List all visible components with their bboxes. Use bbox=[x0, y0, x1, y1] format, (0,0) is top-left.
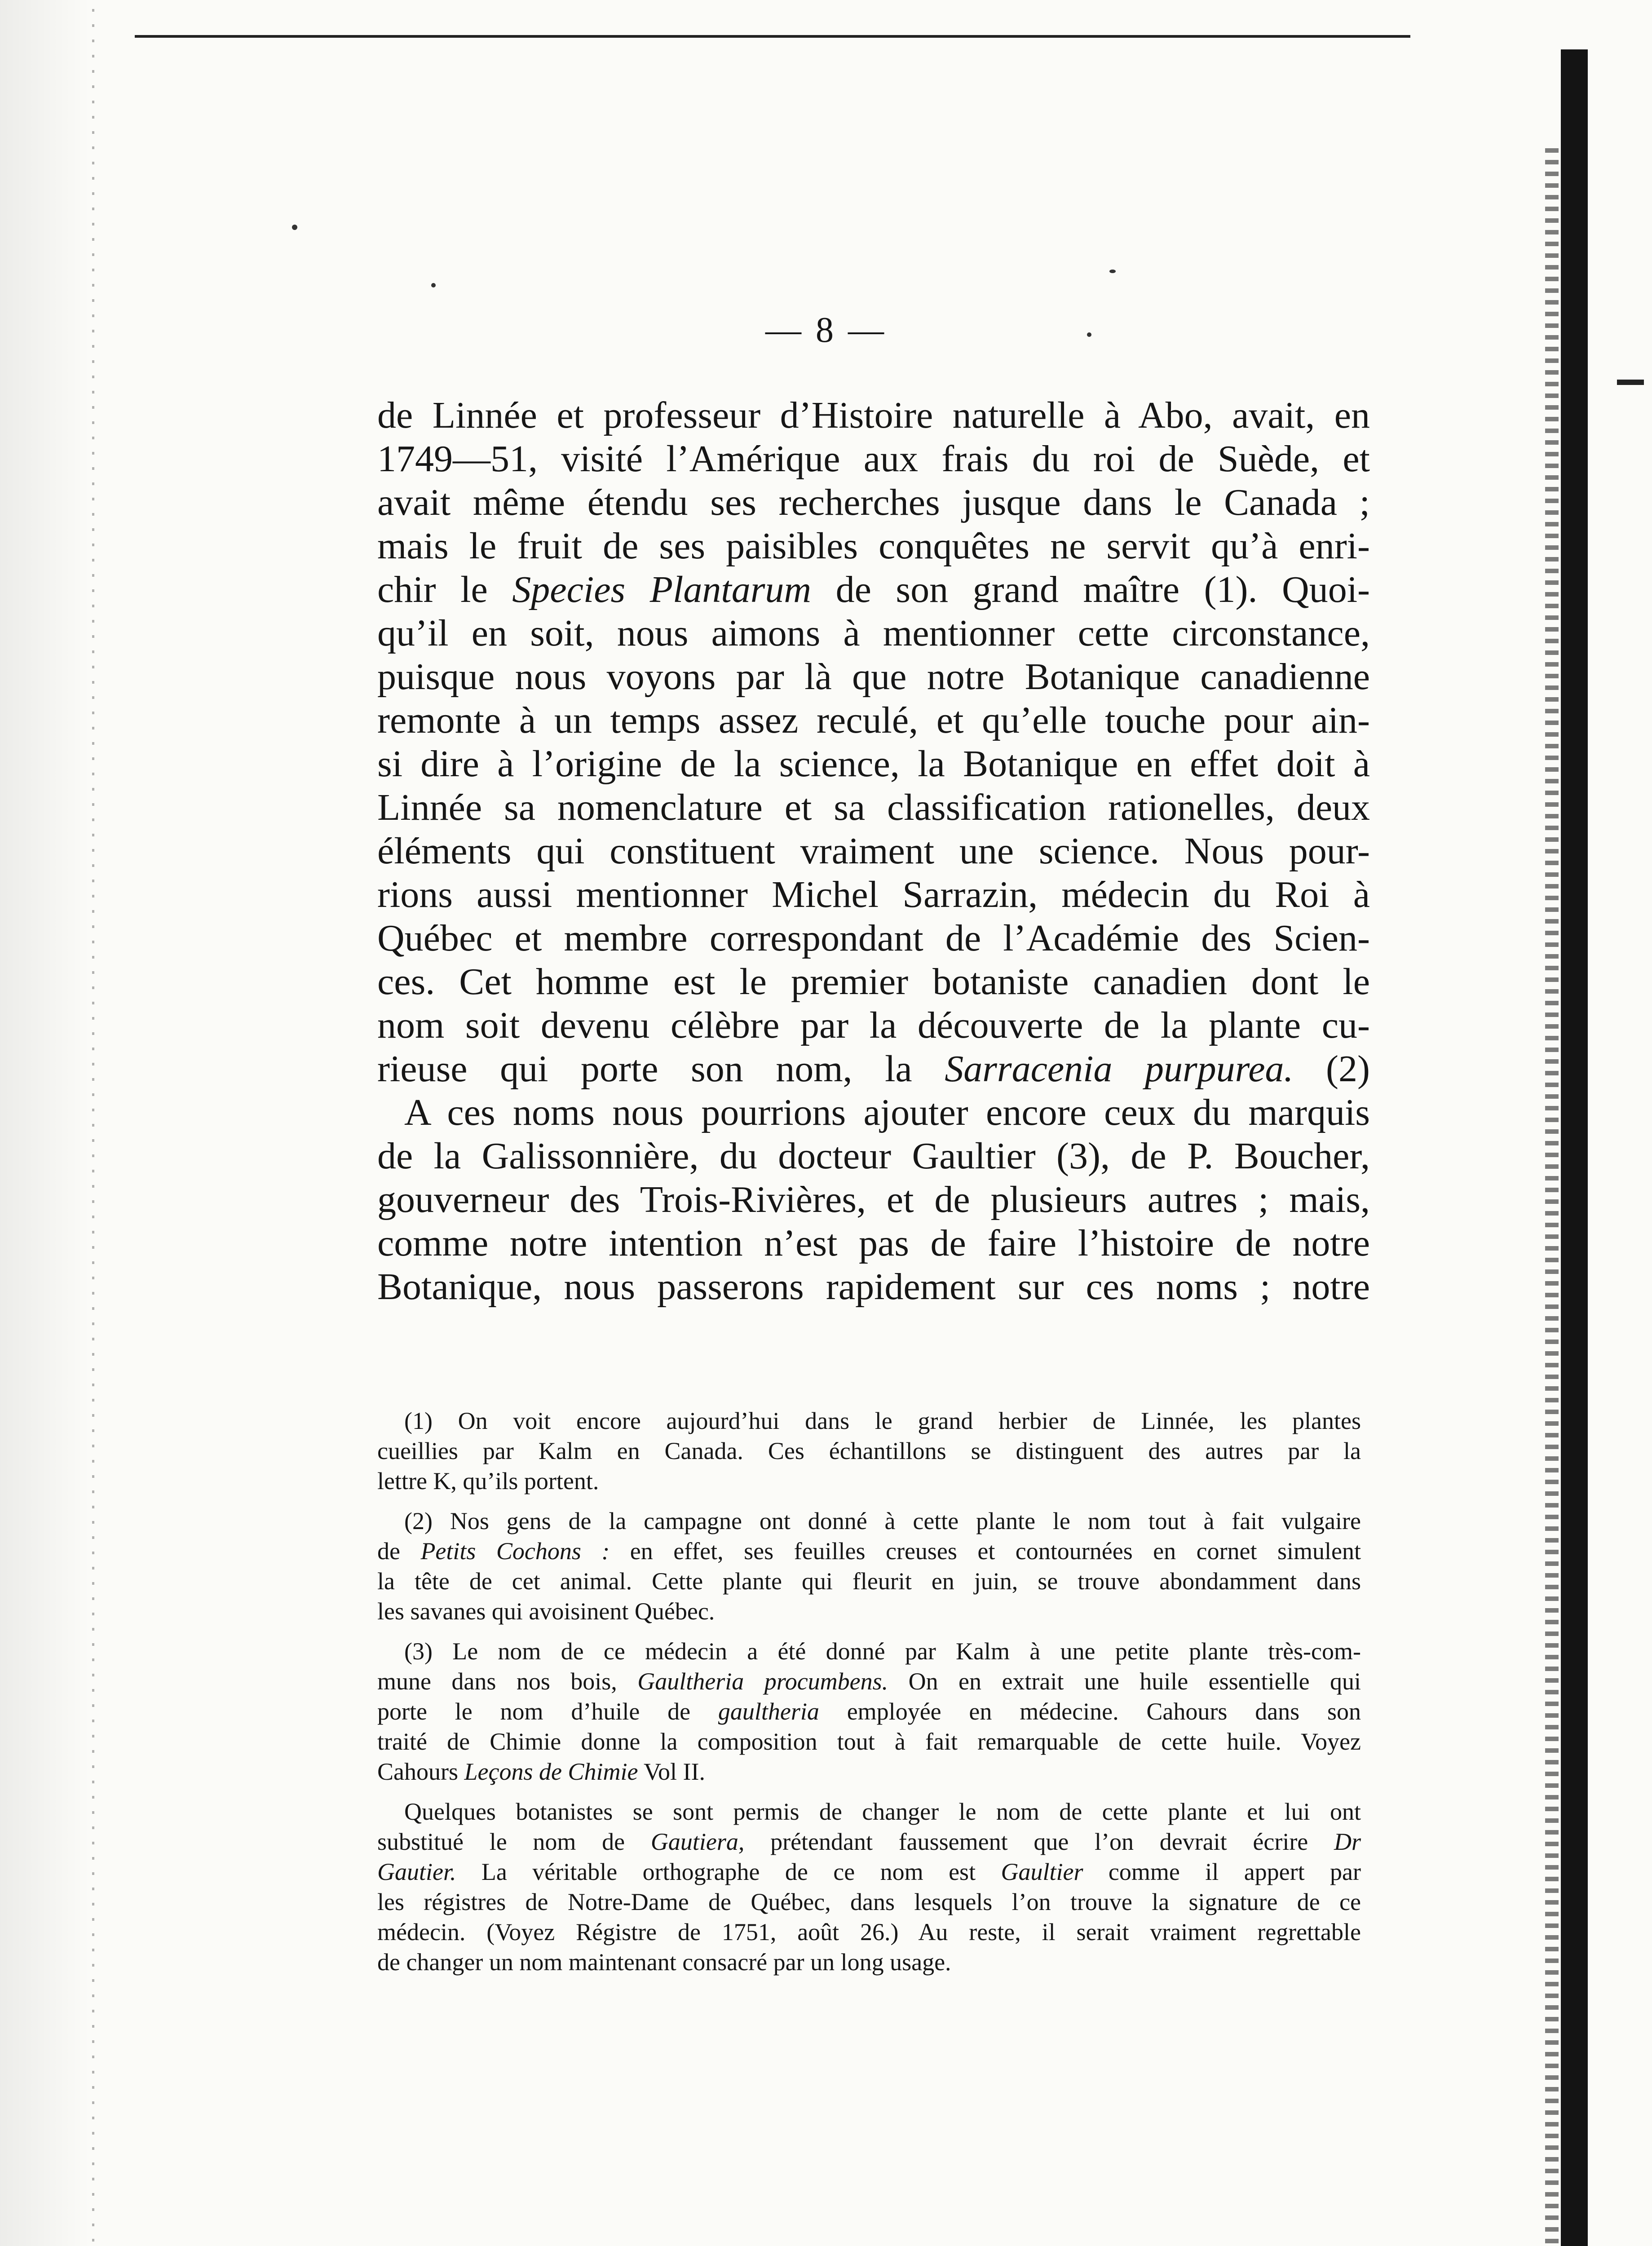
body-line bbox=[377, 699, 1370, 742]
body-text bbox=[377, 393, 1370, 1309]
italic-text: Dr bbox=[1334, 1828, 1361, 1855]
footnote-line bbox=[377, 1436, 1361, 1466]
text-run: On en extrait une huile essentielle qui bbox=[888, 1668, 1361, 1695]
body-line bbox=[377, 1047, 1370, 1091]
text-run: de changer un nom maintenant consacré par un long usage. bbox=[377, 1949, 951, 1976]
body-line bbox=[377, 1004, 1370, 1047]
text-run: Vol II. bbox=[638, 1758, 705, 1785]
ink-speck bbox=[292, 225, 297, 230]
text-run: qu’il en soit, nous aimons à mentionner cette circonstance, bbox=[377, 612, 1370, 654]
body-line bbox=[377, 1221, 1370, 1265]
body-line bbox=[377, 960, 1370, 1004]
text-run: Cahours bbox=[377, 1758, 464, 1785]
footnote-line bbox=[377, 1406, 1361, 1436]
footnote-line bbox=[377, 1917, 1361, 1947]
italic-text: Gaultheria procumbens. bbox=[637, 1668, 888, 1695]
page-edge-tick bbox=[1617, 380, 1644, 385]
ink-speck bbox=[431, 283, 436, 287]
text-run: Linnée sa nomenclature et sa classification rationelles, deux bbox=[377, 787, 1370, 828]
text-run: employée en médecine. Cahours dans son bbox=[819, 1698, 1361, 1725]
text-run: ces. Cet homme est le premier botaniste canadien dont le bbox=[377, 961, 1370, 1003]
text-run: chir le bbox=[377, 569, 512, 610]
text-run: mune dans nos bois, bbox=[377, 1668, 638, 1695]
top-rule bbox=[135, 35, 1410, 38]
body-line bbox=[377, 524, 1370, 568]
text-run: (1) On voit encore aujourd’hui dans le grand herbier de Linnée, les plantes bbox=[404, 1407, 1361, 1434]
text-run: substitué le nom de bbox=[377, 1828, 651, 1855]
italic-text: Petits Cochons : bbox=[420, 1538, 610, 1565]
text-run: la tête de cet animal. Cette plante qui fleurit en juin, se trouve abondamment dans bbox=[377, 1568, 1361, 1595]
footnote bbox=[377, 1636, 1361, 1787]
footnote-line bbox=[377, 1857, 1361, 1887]
text-run: avait même étendu ses recherches jusque dans le Canada ; bbox=[377, 482, 1370, 523]
footnote-line bbox=[377, 1566, 1361, 1596]
italic-text: Leçons de Chimie bbox=[464, 1758, 638, 1785]
text-run: les savanes qui avoisinent Québec. bbox=[377, 1598, 715, 1625]
body-line bbox=[377, 742, 1370, 786]
text-run: les régistres de Notre-Dame de Québec, dans lesquels l’on trouve la signature de ce bbox=[377, 1888, 1361, 1915]
body-line bbox=[377, 1091, 1370, 1134]
text-run: comme il appert par bbox=[1083, 1858, 1361, 1885]
text-run: rions aussi mentionner Michel Sarrazin, médecin du Roi à bbox=[377, 874, 1370, 915]
text-run: de la Galissonnière, du docteur Gaultier (3), de P. Boucher, bbox=[377, 1135, 1370, 1177]
footnote-line bbox=[377, 1727, 1361, 1757]
footnote bbox=[377, 1506, 1361, 1627]
body-line bbox=[377, 481, 1370, 524]
italic-text: Gaultier bbox=[1001, 1858, 1083, 1885]
body-line bbox=[377, 829, 1370, 873]
text-run: La véritable orthographe de ce nom est bbox=[456, 1858, 1001, 1885]
text-run: (3) Le nom de ce médecin a été donné par Kalm à une petite plante très-com- bbox=[404, 1638, 1361, 1665]
text-run: lettre K, qu’ils portent. bbox=[377, 1468, 599, 1494]
page-edge-bar bbox=[1561, 49, 1588, 2246]
body-line bbox=[377, 1134, 1370, 1178]
text-run: A ces noms nous pourrions ajouter encore ceux du marquis bbox=[404, 1092, 1370, 1133]
text-run: porte le nom d’huile de bbox=[377, 1698, 718, 1725]
body-line bbox=[377, 873, 1370, 916]
body-line bbox=[377, 611, 1370, 655]
text-run: rieuse qui porte son nom, la bbox=[377, 1048, 945, 1090]
text-run: Quelques botanistes se sont permis de changer le nom de cette plante et lui ont bbox=[404, 1798, 1361, 1825]
text-run: si dire à l’origine de la science, la Botanique en effet doit à bbox=[377, 743, 1370, 785]
footnote-line bbox=[377, 1636, 1361, 1667]
text-run: comme notre intention n’est pas de faire l’histoire de notre bbox=[377, 1222, 1370, 1264]
ink-speck bbox=[1109, 270, 1116, 273]
text-run: Botanique, nous passerons rapidement sur ces noms ; notre bbox=[377, 1266, 1370, 1308]
footnote-line bbox=[377, 1887, 1361, 1917]
footnote-line bbox=[377, 1697, 1361, 1727]
footnote-line bbox=[377, 1506, 1361, 1536]
body-line bbox=[377, 1265, 1370, 1309]
text-run: cueillies par Kalm en Canada. Ces échantillons se distinguent des autres par la bbox=[377, 1437, 1361, 1464]
text-run: médecin. (Voyez Régistre de 1751, août 26.) Au reste, il serait vraiment regrettable bbox=[377, 1919, 1361, 1945]
footnote-line bbox=[377, 1536, 1361, 1566]
italic-text: Gautier. bbox=[377, 1858, 456, 1885]
text-run: nom soit devenu célèbre par la découverte de la plante cu- bbox=[377, 1004, 1370, 1046]
body-line bbox=[377, 916, 1370, 960]
body-line bbox=[377, 1178, 1370, 1221]
italic-text: Sarracenia purpurea. bbox=[945, 1048, 1294, 1090]
italic-text: gaultheria bbox=[718, 1698, 819, 1725]
body-line bbox=[377, 786, 1370, 829]
text-run: gouverneur des Trois-Rivières, et de plusieurs autres ; mais, bbox=[377, 1179, 1370, 1220]
body-line bbox=[377, 568, 1370, 611]
text-run: mais le fruit de ses paisibles conquêtes ne servit qu’à enri- bbox=[377, 525, 1370, 567]
text-run: puisque nous voyons par là que notre Botanique canadienne bbox=[377, 656, 1370, 698]
footnote-line bbox=[377, 1827, 1361, 1857]
footnote-line bbox=[377, 1797, 1361, 1827]
text-run: de Linnée et professeur d’Histoire naturelle à Abo, avait, en bbox=[377, 394, 1370, 436]
text-run: traité de Chimie donne la composition tout à fait remarquable de cette huile. Voyez bbox=[377, 1728, 1361, 1755]
italic-text: Gautiera, bbox=[650, 1828, 745, 1855]
text-run: en effet, ses feuilles creuses et contournées en cornet simulent bbox=[610, 1538, 1361, 1565]
page-edge-texture bbox=[1545, 148, 1559, 2246]
italic-text: Species Plantarum bbox=[512, 569, 812, 610]
footnote-line bbox=[377, 1947, 1361, 1977]
footnote-line bbox=[377, 1667, 1361, 1697]
footnotes bbox=[377, 1406, 1361, 1987]
footnote-line bbox=[377, 1596, 1361, 1627]
body-line bbox=[377, 393, 1370, 437]
text-run: 1749—51, visité l’Amérique aux frais du roi de Suède, et bbox=[377, 438, 1370, 480]
body-line bbox=[377, 655, 1370, 699]
body-line bbox=[377, 437, 1370, 481]
text-run: de bbox=[377, 1538, 421, 1565]
text-run: Québec et membre correspondant de l’Académie des Scien- bbox=[377, 917, 1370, 959]
text-run: prétendant faussement que l’on devrait écrire bbox=[744, 1828, 1334, 1855]
text-run: éléments qui constituent vraiment une science. Nous pour- bbox=[377, 830, 1370, 872]
footnote-line bbox=[377, 1757, 1361, 1787]
text-run: (2) bbox=[1293, 1048, 1370, 1090]
text-run: de son grand maître (1). Quoi- bbox=[811, 569, 1370, 610]
footnote-line bbox=[377, 1466, 1361, 1496]
page-number: — 8 — bbox=[765, 310, 887, 350]
text-run: (2) Nos gens de la campagne ont donné à cette plante le nom tout à fait vulgaire bbox=[404, 1508, 1361, 1534]
footnote bbox=[377, 1797, 1361, 1977]
footnote bbox=[377, 1406, 1361, 1496]
ink-speck bbox=[1087, 332, 1091, 337]
text-run: remonte à un temps assez reculé, et qu’elle touche pour ain- bbox=[377, 699, 1370, 741]
